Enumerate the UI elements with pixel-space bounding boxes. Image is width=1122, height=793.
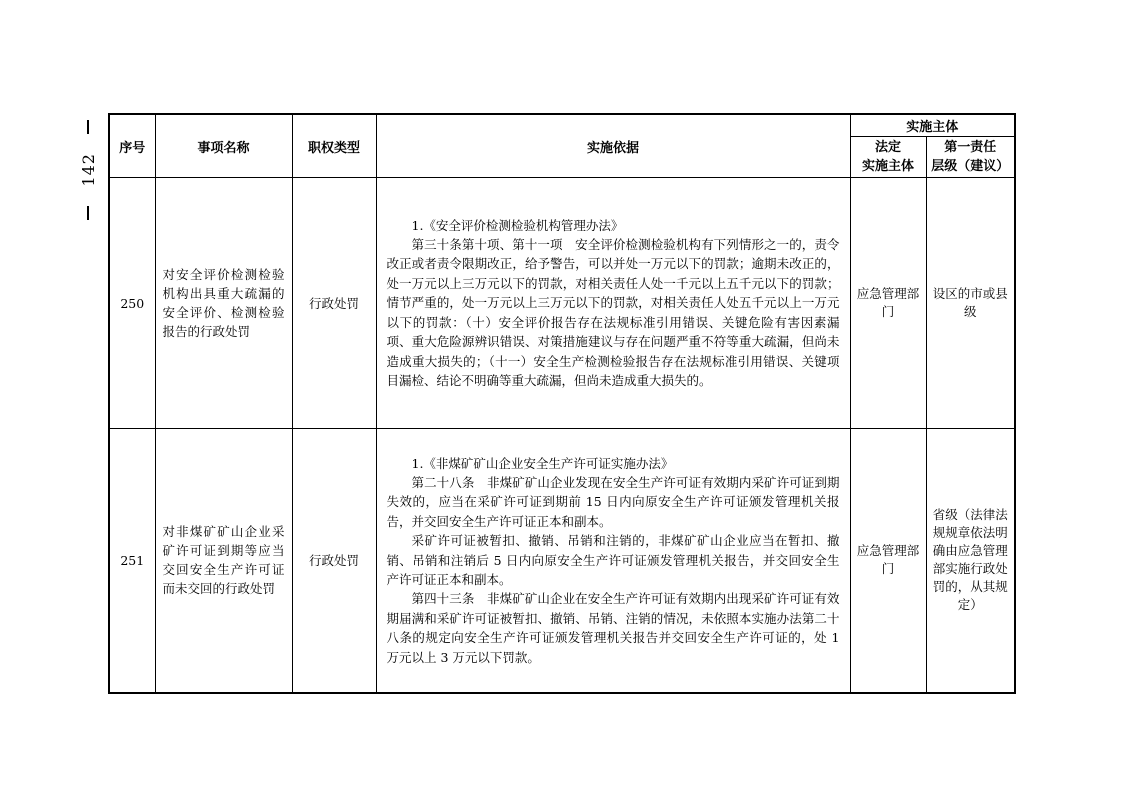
table-row bbox=[109, 178, 1015, 429]
row-basis bbox=[376, 178, 850, 429]
row-legal-subject: 应急管理部门 bbox=[850, 429, 926, 693]
row-name: 对非煤矿矿山企业采矿许可证到期等应当交回安全生产许可证而未交回的行政处罚 bbox=[155, 429, 292, 693]
row-first-level: 省级（法律法规规章依法明确由应急管理部实施行政处罚的，从其规定） bbox=[926, 429, 1015, 693]
row-name: 对安全评价检测检验机构出具重大疏漏的安全评价、检测检验报告的行政处罚 bbox=[155, 178, 292, 429]
page-number-dash-top bbox=[87, 120, 89, 134]
header-first-level-line1: 第一责任 bbox=[944, 140, 997, 155]
page-number-dash-bottom bbox=[87, 206, 89, 220]
page-number-text: 142 bbox=[78, 153, 98, 187]
row-seq: 250 bbox=[109, 178, 155, 429]
row-type: 行政处罚 bbox=[292, 429, 376, 693]
basis-paragraph: 1.《非煤矿矿山企业安全生产许可证实施办法》 bbox=[411, 455, 674, 471]
header-legal-subject-line1: 法定 bbox=[874, 140, 901, 155]
table-row bbox=[109, 429, 1015, 693]
header-type: 职权类型 bbox=[292, 114, 376, 178]
header-first-level-line2: 层级（建议） bbox=[931, 159, 1010, 174]
basis-paragraph: 第三十条第十项、第十一项 安全评价检测检验机构有下列情形之一的，责令改正或者责令限期改正，给予警告，可以并处一万元以下的罚款；逾期未改正的，处一万元以上三万元以下的罚款，对相关责任人处一千元以上五千元以下的罚款；情节严重的，处一万元以上三万元以下的罚款，对相关责任人处五千元以上一万元以下的罚款：（十）安全评价报告存在法规标准引用错误、关键危险有害因素漏项、重大危险源辨识错误、对策措施建议与存在问题严重不符等重大疏漏，但尚未造成重大损失的；（十一）安全生产检测检验报告存在法规标准引用错误、关键项目漏检、结论不明确等重大疏漏，但尚未造成重大损失的。 bbox=[386, 237, 840, 388]
row-seq: 251 bbox=[109, 429, 155, 693]
row-type: 行政处罚 bbox=[292, 178, 376, 429]
header-legal-subject bbox=[850, 137, 926, 178]
basis-paragraph: 第二十八条 非煤矿矿山企业发现在安全生产许可证有效期内采矿许可证到期失效的，应当在采矿许可证到期前 15 日内向原安全生产许可证颁发管理机关报告，并交回安全生产许可证正本和副本。 bbox=[386, 474, 840, 529]
header-basis: 实施依据 bbox=[376, 114, 850, 178]
basis-paragraph: 第四十三条 非煤矿矿山企业在安全生产许可证有效期内出现采矿许可证有效期届满和采矿许可证被暂扣、撤销、吊销、注销的情况，未依照本实施办法第二十八条的规定向安全生产许可证颁发管理机关报告并交回安全生产许可证的，处 1 万元以上 3 万元以下罚款。 bbox=[386, 591, 840, 665]
page-number bbox=[70, 120, 106, 220]
row-first-level: 设区的市或县级 bbox=[926, 178, 1015, 429]
header-seq: 序号 bbox=[109, 114, 155, 178]
header-name: 事项名称 bbox=[155, 114, 292, 178]
basis-paragraph: 采矿许可证被暂扣、撤销、吊销和注销的，非煤矿矿山企业应当在暂扣、撤销、吊销和注销后 5 日内向原安全生产许可证颁发管理机关报告，并交回安全生产许可证正本和副本。 bbox=[386, 533, 840, 587]
row-basis bbox=[376, 429, 850, 693]
header-subject-group: 实施主体 bbox=[850, 114, 1015, 137]
header-legal-subject-line2: 实施主体 bbox=[861, 159, 914, 174]
authority-table bbox=[108, 113, 1016, 694]
header-row-1 bbox=[109, 114, 1015, 137]
row-legal-subject: 应急管理部门 bbox=[850, 178, 926, 429]
basis-paragraph: 1.《安全评价检测检验机构管理办法》 bbox=[411, 217, 624, 233]
header-first-level bbox=[926, 137, 1015, 178]
